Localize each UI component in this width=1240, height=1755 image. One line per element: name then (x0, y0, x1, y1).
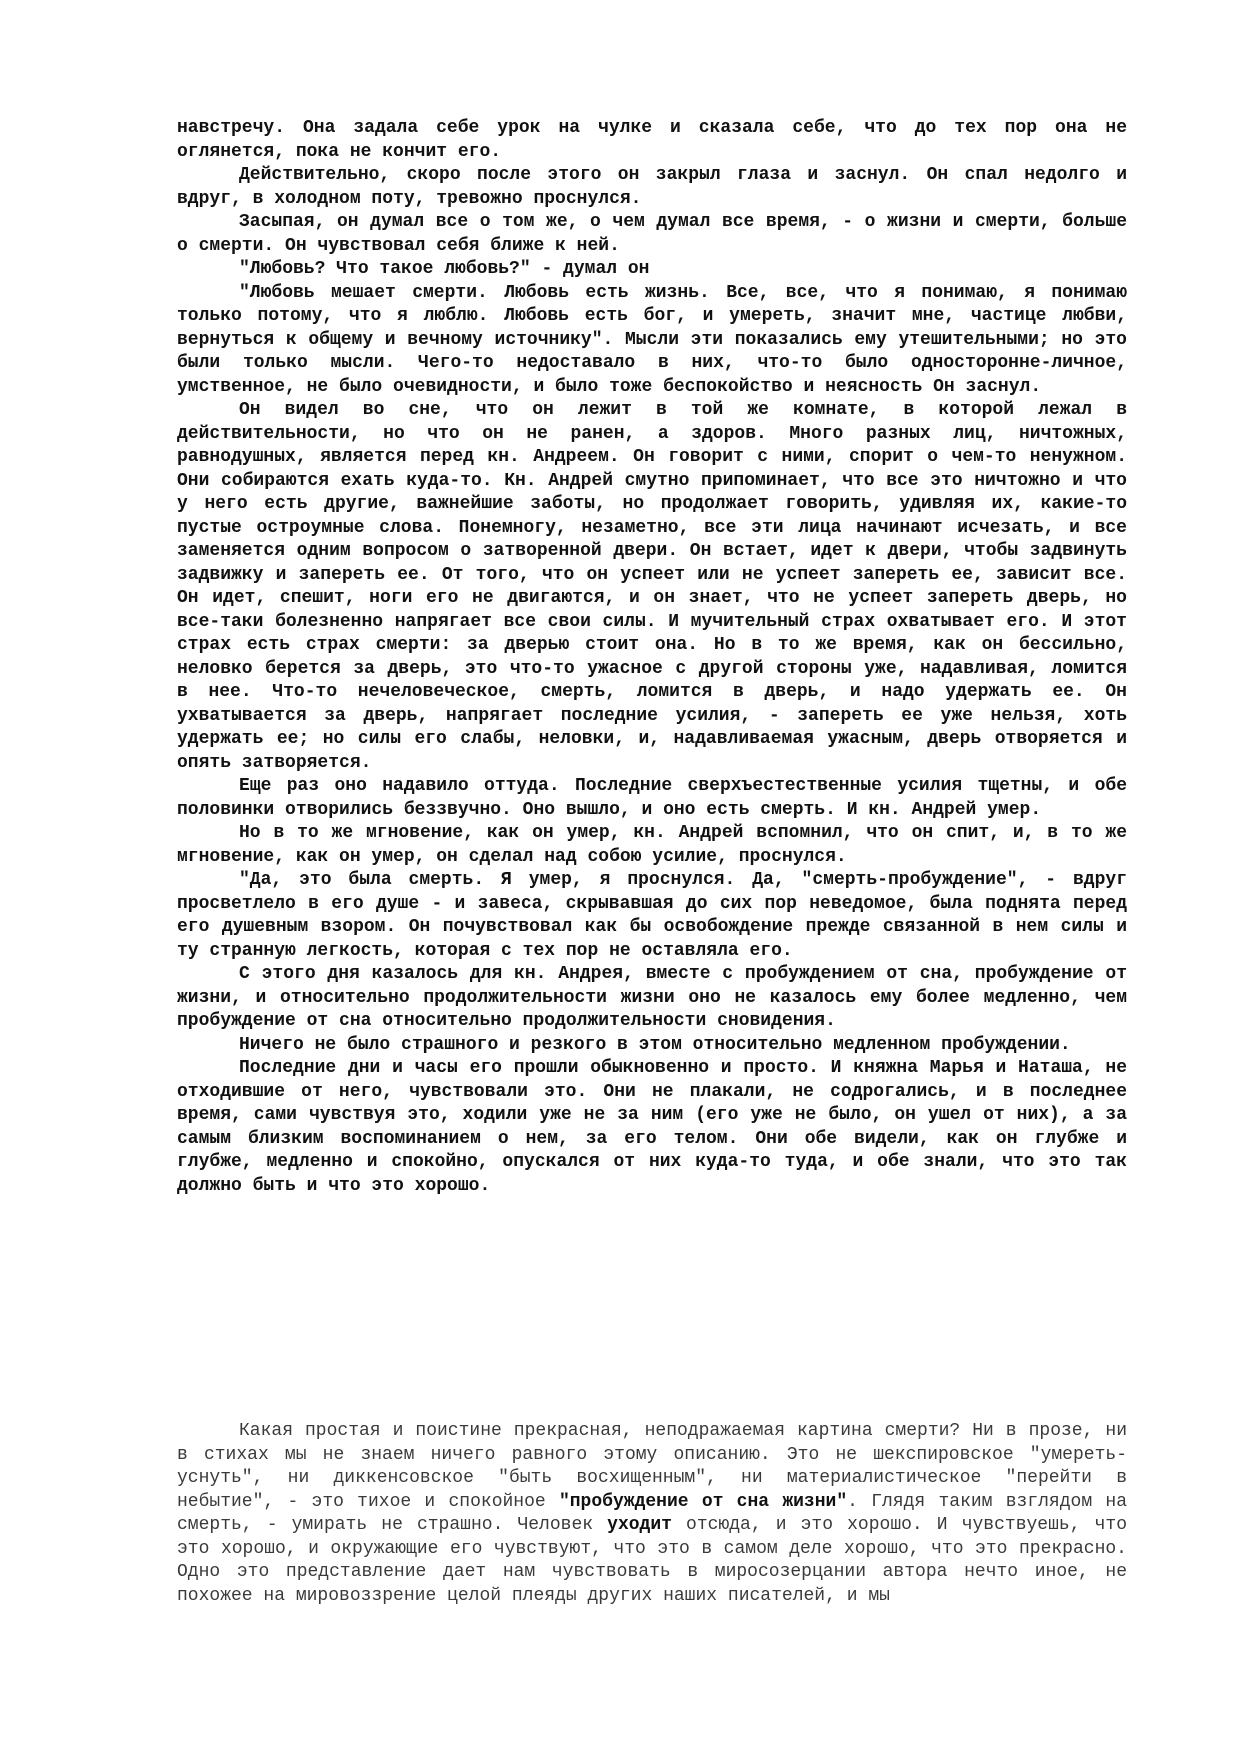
commentary-paragraph (177, 1420, 1127, 1608)
emphasis-word: уходит (607, 1515, 672, 1535)
commentary-text: Какая простая и поистине прекрасная, неподражаемая картина смерти? Ни в прозе, ни в стихах мы не знаем ничего равного этому описанию. Это не шекспировское "умереть-уснуть", ни диккенсовское "быть восхищенным", ни материалистическое "перейти в небытие", - это тихое и спокойное (177, 1421, 1127, 1512)
paragraph: "Да, это была смерть. Я умер, я проснулся. Да, "смерть-пробуждение", - вдруг просветлело в его душе - и завеса, скрывавшая до сих пор неведомое, была поднята перед его душевным взором. Он почувствовал как бы освобождение прежде связанной в нем силы и ту странную легкость, которая с тех пор не оставляла его. (177, 870, 1127, 961)
paragraph: "Любовь? Что такое любовь?" - думал он (239, 259, 650, 279)
emphasis-phrase: "пробуждение от сна жизни" (558, 1491, 848, 1512)
paragraph: Но в то же мгновение, как он умер, кн. Андрей вспомнил, что он спит, и, в то же мгновение, как он умер, он сделал над собою усилие, проснулся. (177, 823, 1127, 867)
paragraph: С этого дня казалось для кн. Андрея, вместе с пробуждением от сна, пробуждение от жизни, и относительно продолжительности жизни оно не казалось ему более медленно, чем пробуждение от сна относительно продолжительности сновидения. (177, 964, 1127, 1031)
commentary-text: . Глядя таким взглядом на смерть, - умирать не страшно. Человек (177, 1491, 1127, 1535)
paragraph: Засыпая, он думал все о том же, о чем думал все время, - о жизни и смерти, больше о смерти. Он чувствовал себя ближе к ней. (177, 212, 1127, 256)
paragraph: Действительно, скоро после этого он закрыл глаза и заснул. Он спал недолго и вдруг, в холодном поту, тревожно проснулся. (177, 165, 1127, 209)
commentary-text: отсюда, и это хорошо. И чувствуешь, что это хорошо, и окружающие его чувствуют, что это в самом деле хорошо, что это прекрасно. Одно это представление дает нам чувствовать в миросозерцании автора нечто иное, не похожее на мировоззрение целой плеяды других наших писателей, и мы (177, 1515, 1127, 1606)
author-commentary (177, 1420, 1127, 1608)
paragraph: "Любовь мешает смерти. Любовь есть жизнь. Все, все, что я понимаю, я понимаю только потому, что я люблю. Любовь есть бог, и умереть, значит мне, частице любви, вернуться к общему и вечному источнику". Мысли эти показались ему утешительными; но это были только мысли. Чего-то недоставало в них, что-то было односторонне-личное, умственное, не было очевидности, и было тоже беспокойство и неясность Он заснул. (177, 282, 1127, 397)
novel-excerpt (177, 117, 1127, 1198)
paragraph: Ничего не было страшного и резкого в этом относительно медленном пробуждении. (239, 1034, 1071, 1055)
paragraph: навстречу. Она задала себе урок на чулке и сказала себе, что до тех пор она не оглянется, пока не кончит его. (177, 118, 1127, 162)
paragraph: Он видел во сне, что он лежит в той же комнате, в которой лежал в действительности, но что он не ранен, а здоров. Много разных лиц, ничтожных, равнодушных, является перед кн. Андреем. Он говорит с ними, спорит о чем-то ненужном. Они собираются ехать куда-то. Кн. Андрей смутно припоминает, что все это ничтожно и что у него есть другие, важнейшие заботы, но продолжает говорить, удивляя их, какие-то пустые остроумные слова. Понемногу, незаметно, все эти лица начинают исчезать, и все заменяется одним вопросом о затворенной двери. Он встает, идет к двери, чтобы задвинуть задвижку и запереть ее. От того, что он успеет или не успеет запереть ее, зависит все. Он идет, спешит, ноги его не двигаются, и он знает, что не успеет запереть дверь, но все-таки болезненно напрягает все свои силы. И мучительный страх охватывает его. И этот страх есть страх смерти: за дверью стоит она. Но в то же время, как он бессильно, неловко берется за дверь, это что-то ужасное с другой стороны уже, надавливая, ломится в нее. Что-то нечеловеческое, смерть, ломится в дверь, и надо удержать ее. Он ухватывается за дверь, напрягает последние усилия, - запереть ее уже нельзя, хоть удержать ее; но силы его слабы, неловки, и, надавливаемая ужасным, дверь отворяется и опять затворяется. (177, 400, 1127, 773)
paragraph: Еще раз оно надавило оттуда. Последние сверхъестественные усилия тщетны, и обе половинки отворились беззвучно. Оно вышло, и оно есть смерть. И кн. Андрей умер. (177, 776, 1127, 820)
paragraph: Последние дни и часы его прошли обыкновенно и просто. И княжна Марья и Наташа, не отходившие от него, чувствовали это. Они не плакали, не содрогались, и в последнее время, сами чувствуя это, ходили уже не за ним (его уже не было, он ушел от них), а за самым близким воспоминанием о нем, за его телом. Они обе видели, как он глубже и глубже, медленно и спокойно, опускался от них куда-то туда, и обе знали, что это так должно быть и что это хорошо. (177, 1058, 1127, 1196)
